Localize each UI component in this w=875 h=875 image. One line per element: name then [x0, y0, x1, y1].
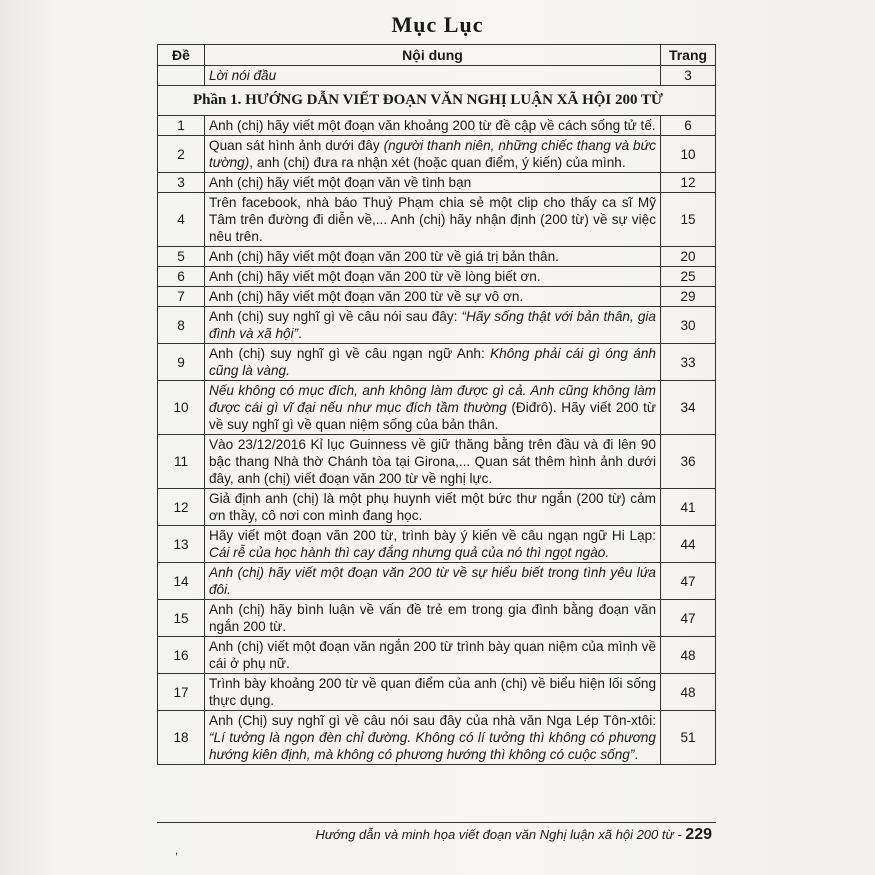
content-pre: Anh (chị) hãy viết một đoạn văn 200 từ về lòng biết ơn.	[209, 269, 541, 284]
table-row	[158, 674, 716, 711]
table-row	[158, 435, 716, 489]
row-page: 6	[661, 116, 716, 136]
row-page: 10	[661, 136, 716, 173]
row-content	[205, 307, 661, 344]
table-row	[158, 267, 716, 287]
row-content	[205, 136, 661, 173]
content-pre: Anh (chị) hãy viết một đoạn văn khoảng 200 từ đề cập về cách sống tử tế.	[209, 118, 656, 133]
row-number: 3	[158, 173, 205, 193]
row-content	[205, 526, 661, 563]
row-number: 12	[158, 489, 205, 526]
row-content	[205, 563, 661, 600]
content-post: .	[634, 747, 639, 762]
table-row	[158, 247, 716, 267]
row-page: 47	[661, 563, 716, 600]
row-number: 13	[158, 526, 205, 563]
content-ital: “Lí tưởng là ngọn đèn chỉ đường. Không có lí tưởng thì không có phương hướng kiên định, mà không có phương hướng thì không có cuộc sống”	[209, 730, 656, 762]
row-number: 1	[158, 116, 205, 136]
row-number: 8	[158, 307, 205, 344]
content-pre: Anh (Chị) suy nghĩ gì về câu nói sau đây của nhà văn Nga Lép Tôn-xtôi:	[209, 713, 656, 728]
header-number: Đề	[158, 45, 205, 66]
content-pre: Anh (chị) hãy viết một đoạn văn về tình bạn	[209, 175, 472, 190]
table-row	[158, 381, 716, 435]
row-number: 18	[158, 711, 205, 765]
row-number: 17	[158, 674, 205, 711]
row-content	[205, 267, 661, 287]
intro-page: 3	[661, 66, 716, 86]
row-content	[205, 193, 661, 247]
footer-text: Hướng dẫn và minh họa viết đoạn văn Nghị luận xã hội 200 từ	[315, 827, 674, 842]
row-page: 48	[661, 637, 716, 674]
row-content	[205, 287, 661, 307]
table-row	[158, 173, 716, 193]
table-row	[158, 600, 716, 637]
page-title: Mục Lục	[391, 12, 484, 37]
row-page: 48	[661, 674, 716, 711]
table-row	[158, 344, 716, 381]
row-number: 6	[158, 267, 205, 287]
row-content	[205, 344, 661, 381]
content-pre: Quan sát hình ảnh dưới đây	[209, 138, 384, 153]
row-content	[205, 600, 661, 637]
content-post: .	[298, 326, 302, 341]
content-ital: Nếu không có mục đích, anh không làm được gì cả. Anh cũng không làm được cái gì vĩ đại nếu như mục đích tầm thường	[209, 383, 656, 415]
row-content	[205, 489, 661, 526]
header-content: Nội dung	[205, 45, 661, 66]
content-ital: Anh (chị) hãy viết một đoạn văn 200 từ về sự hiểu biết trong tình yêu lứa đôi.	[209, 565, 656, 597]
row-number: 7	[158, 287, 205, 307]
content-pre: Hãy viết một đoạn văn 200 từ, trình bày ý kiến về câu ngạn ngữ Hi Lạp:	[209, 528, 656, 543]
header-page: Trang	[661, 45, 716, 66]
page-footer	[316, 826, 713, 844]
table-row	[158, 307, 716, 344]
page-number: 229	[685, 826, 712, 843]
row-page: 33	[661, 344, 716, 381]
footer-rule	[157, 822, 716, 823]
content-pre: Giả định anh (chị) là một phụ huynh viết một bức thư ngắn (200 từ) cảm ơn thầy, cô nơi con mình đang học.	[209, 491, 656, 523]
content-pre: Vào 23/12/2016 Kỉ lục Guinness về giữ thăng bằng trên đầu và đi lên 90 bậc thang Nhà thờ Chánh tòa tại Girona,... Quan sát thêm hình ảnh dưới đây, anh (chị) viết đoạn văn 200 từ về nghị lực.	[209, 437, 656, 486]
table-of-contents	[157, 44, 716, 765]
row-content	[205, 116, 661, 136]
row-content	[205, 637, 661, 674]
row-number: 16	[158, 637, 205, 674]
row-page: 30	[661, 307, 716, 344]
table-row	[158, 711, 716, 765]
table-row	[158, 136, 716, 173]
table-row	[158, 193, 716, 247]
content-post: (Điđrô). Hãy viết 200 từ về suy nghĩ gì về quan niệm sống của bản thân.	[209, 400, 656, 432]
footer-dash: -	[673, 827, 686, 842]
row-content	[205, 247, 661, 267]
table-row	[158, 287, 716, 307]
row-content	[205, 674, 661, 711]
table-row	[158, 637, 716, 674]
row-page: 12	[661, 173, 716, 193]
content-ital: (người thanh niên, những chiếc thang và bức tường)	[209, 138, 656, 170]
row-content	[205, 381, 661, 435]
table-row	[158, 116, 716, 136]
row-number: 2	[158, 136, 205, 173]
bottom-mark: ,	[175, 845, 179, 857]
row-page: 20	[661, 247, 716, 267]
content-pre: Anh (chị) hãy viết một đoạn văn 200 từ về giá trị bản thân.	[209, 249, 559, 264]
content-pre: Anh (chị) suy nghĩ gì về câu ngạn ngữ Anh:	[209, 346, 491, 361]
content-pre: Anh (chị) viết một đoạn văn ngắn 200 từ trình bày quan niệm của mình về cái ở phụ nữ.	[209, 639, 656, 671]
content-pre: Trên facebook, nhà báo Thuỷ Phạm chia sẻ một clip cho thấy ca sĩ Mỹ Tâm trên đường đi diễn về,... Anh (chị) hãy nhận định (200 từ) về sự việc nêu trên.	[209, 195, 656, 244]
row-number: 10	[158, 381, 205, 435]
row-number: 15	[158, 600, 205, 637]
section-row	[158, 86, 716, 116]
content-pre: Anh (chị) suy nghĩ gì về câu nói sau đây:	[209, 309, 462, 324]
table-row	[158, 526, 716, 563]
row-page: 34	[661, 381, 716, 435]
row-content	[205, 711, 661, 765]
row-page: 44	[661, 526, 716, 563]
row-content	[205, 435, 661, 489]
row-page: 47	[661, 600, 716, 637]
row-page: 15	[661, 193, 716, 247]
row-number: 4	[158, 193, 205, 247]
content-ital: “Hãy sống thật với bản thân, gia đình và xã hội”	[209, 309, 656, 341]
row-page: 51	[661, 711, 716, 765]
row-number: 5	[158, 247, 205, 267]
section-title: Phần 1. HƯỚNG DẪN VIẾT ĐOẠN VĂN NGHỊ LUẬN XÃ HỘI 200 TỪ	[158, 86, 716, 116]
content-pre: Trình bày khoảng 200 từ về quan điểm của anh (chị) về biểu hiện lối sống thực dụng.	[209, 676, 656, 708]
content-post: , anh (chị) đưa ra nhận xét (hoặc quan điểm, ý kiến) của mình.	[249, 155, 626, 170]
content-ital: Cái rễ của học hành thì cay đắng nhưng quả của nó thì ngọt ngào.	[209, 545, 610, 560]
row-number: 9	[158, 344, 205, 381]
content-ital: Không phải cái gì óng ánh cũng là vàng.	[209, 346, 656, 378]
row-number: 14	[158, 563, 205, 600]
row-page: 29	[661, 287, 716, 307]
table-row	[158, 563, 716, 600]
row-content	[205, 173, 661, 193]
content-pre: Anh (chị) hãy bình luận về vấn đề trẻ em trong gia đình bằng đoạn văn ngắn 200 từ.	[209, 602, 656, 634]
content-pre: Anh (chị) hãy viết một đoạn văn 200 từ về sự vô ơn.	[209, 289, 524, 304]
intro-row	[158, 66, 716, 86]
row-number: 11	[158, 435, 205, 489]
table-row	[158, 489, 716, 526]
intro-label: Lời nói đầu	[205, 66, 661, 86]
table-header-row	[158, 45, 716, 66]
row-page: 25	[661, 267, 716, 287]
row-page: 36	[661, 435, 716, 489]
row-page: 41	[661, 489, 716, 526]
